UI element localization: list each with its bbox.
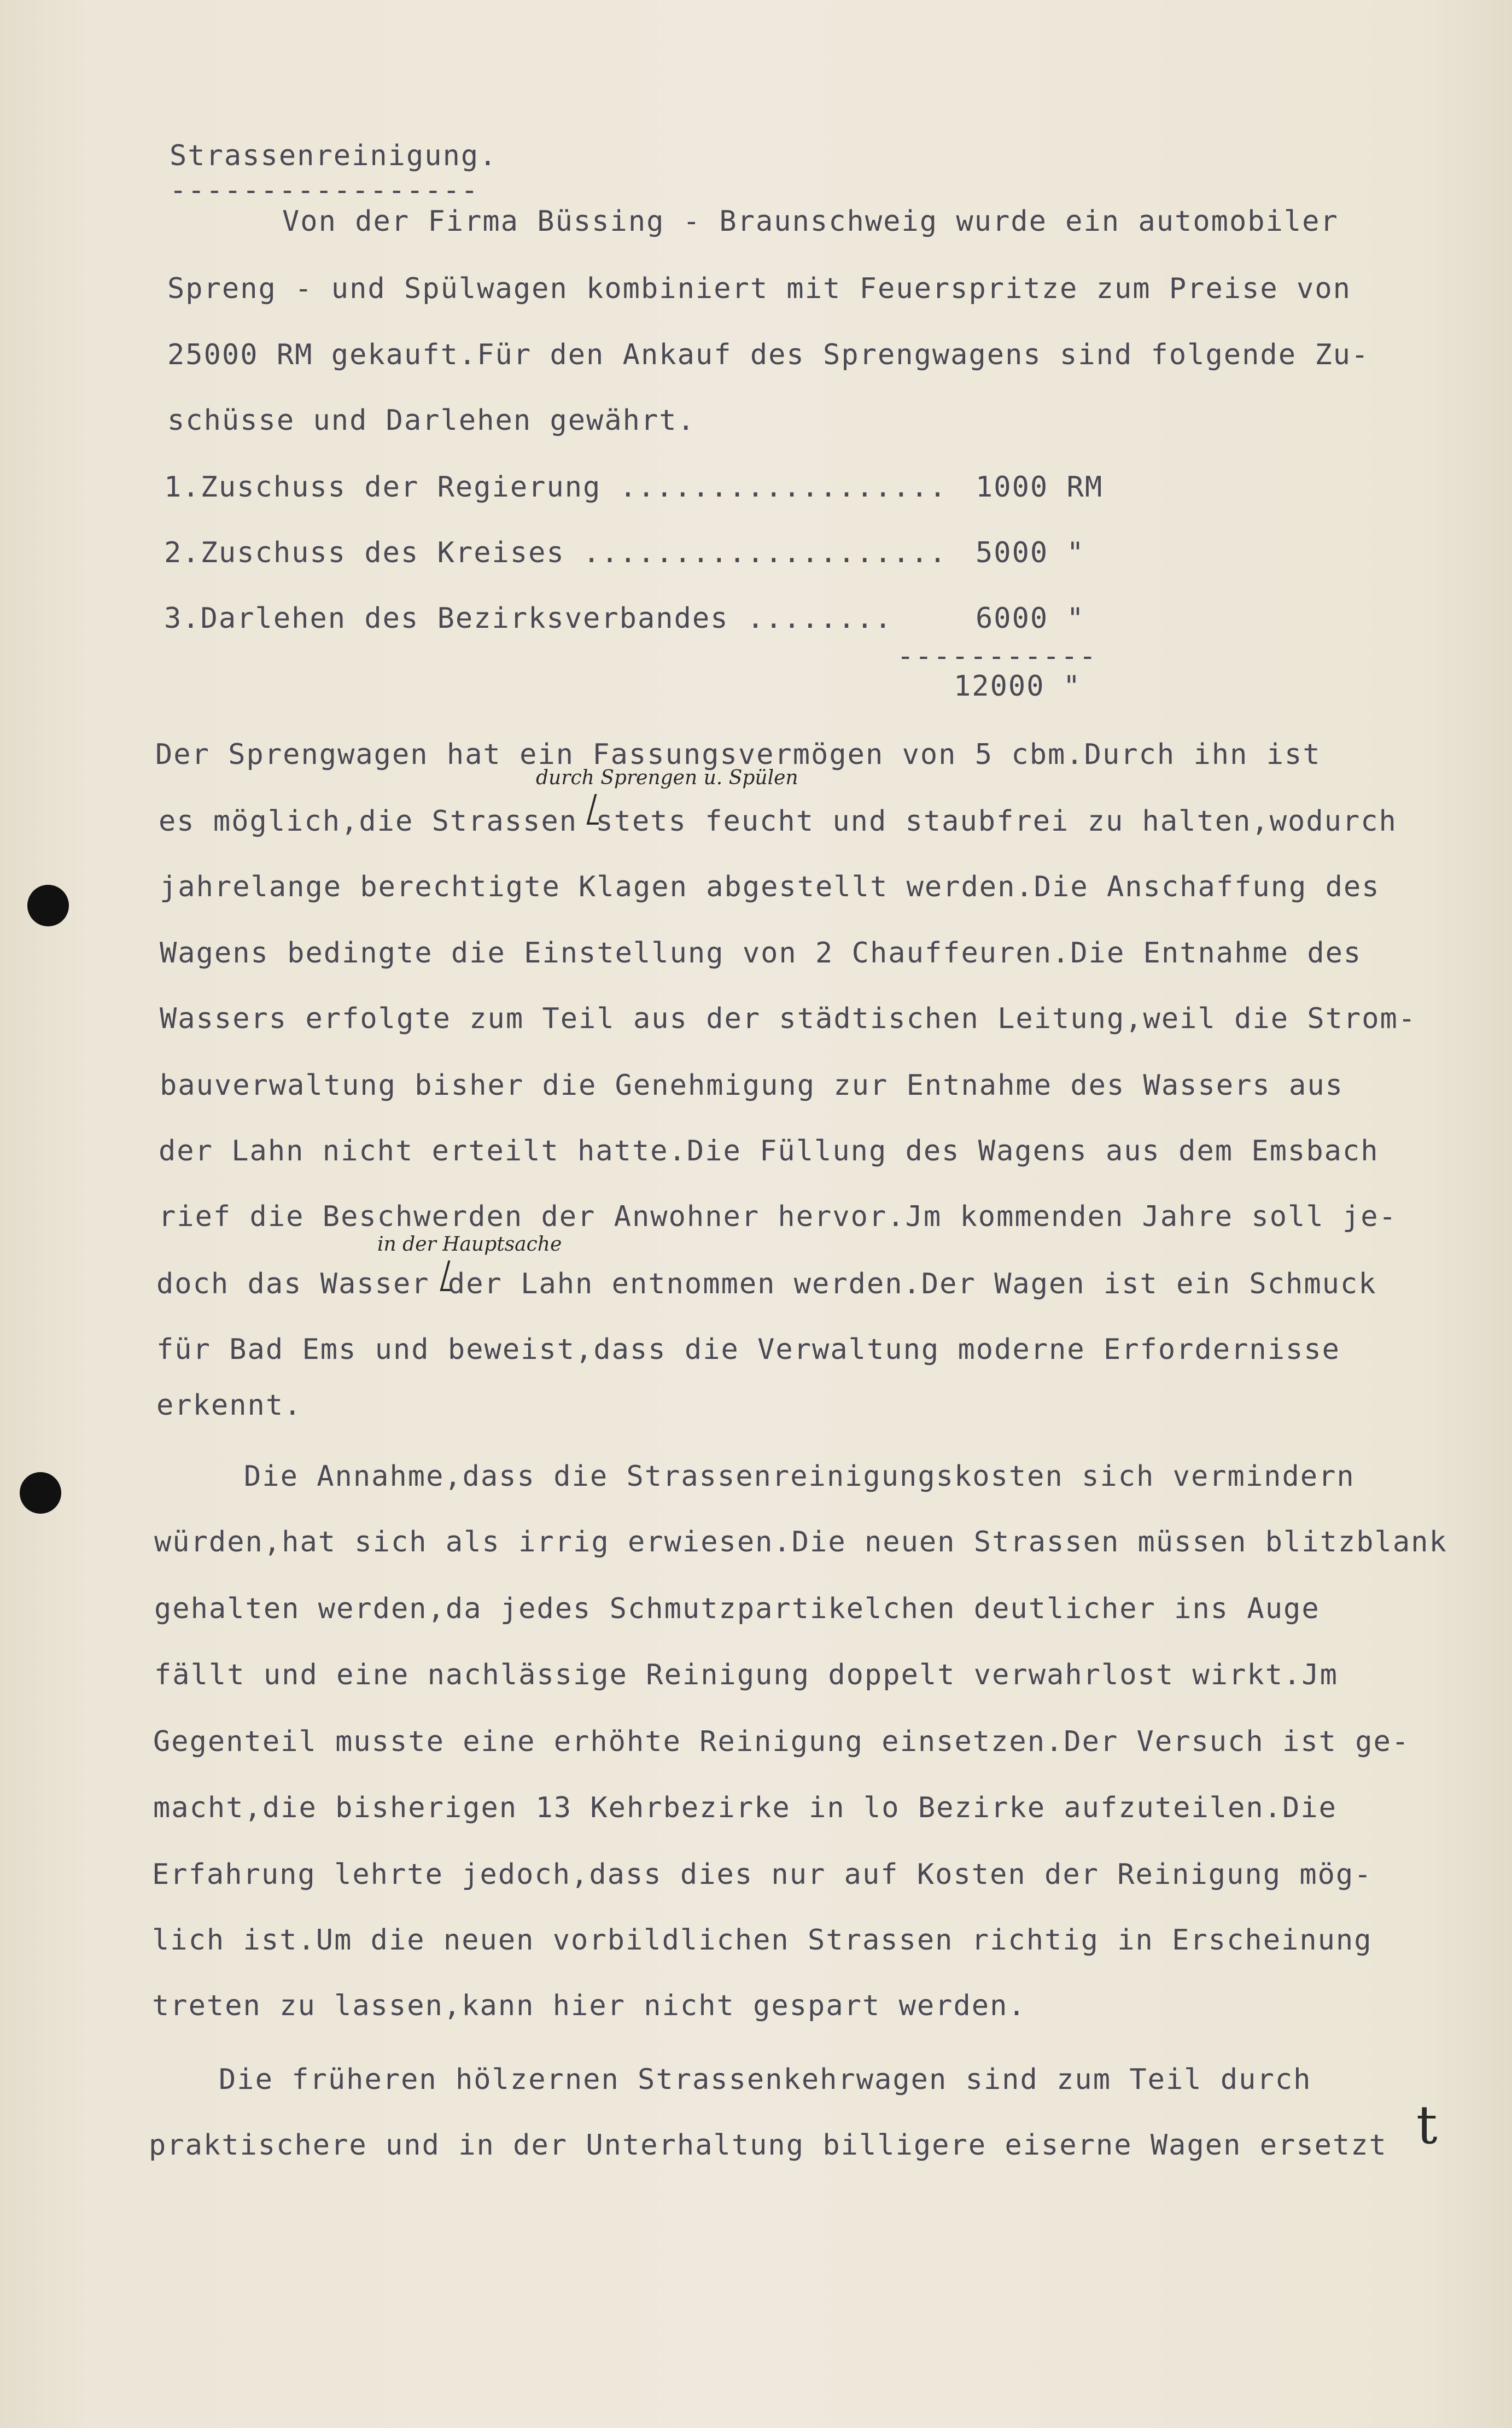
funding-item-amount: 1000 RM <box>976 471 1104 504</box>
para2-line: jahrelange berechtigte Klagen abgestellt werden.Die Anschaffung des <box>160 871 1380 903</box>
funding-item-label: 1.Zuschuss der Regierung .................. <box>164 471 948 504</box>
para2-line: der Lahn nicht erteilt hatte.Die Füllung des Wagens aus dem Emsbach <box>159 1135 1379 1168</box>
para2-line: es möglich,die Strassen stets feucht und staubfrei zu halten,wodurch <box>159 805 1397 838</box>
handwritten-end-mark: t <box>1416 2094 1438 2156</box>
para1-line: 25000 RM gekauft.Für den Ankauf des Sprengwagens sind folgende Zu- <box>167 338 1370 371</box>
punch-hole-top <box>27 885 69 926</box>
para3-line: Die Annahme,dass die Strassenreinigungskosten sich vermindern <box>244 1460 1355 1493</box>
para2-line: für Bad Ems und beweist,dass die Verwaltung moderne Erfordernisse <box>156 1333 1340 1366</box>
para1-line: Von der Firma Büssing - Braunschweig wurde ein automobiler <box>282 205 1339 238</box>
funding-item-label: 2.Zuschuss des Kreises .................... <box>164 536 948 569</box>
punch-hole-bottom <box>20 1472 61 1514</box>
para3-line: macht,die bisherigen 13 Kehrbezirke in lo Bezirke aufzuteilen.Die <box>153 1791 1337 1824</box>
para3-line: lich ist.Um die neuen vorbildlichen Strassen richtig in Erscheinung <box>152 1924 1373 1957</box>
para3-line: fällt und eine nachlässige Reinigung doppelt verwahrlost wirkt.Jm <box>154 1659 1338 1691</box>
para3-line: treten zu lassen,kann hier nicht gespart werden. <box>152 1989 1026 2022</box>
para2-line: Der Sprengwagen hat ein Fassungsvermögen von 5 cbm.Durch ihn ist <box>155 738 1321 771</box>
funding-item-label: 3.Darlehen des Bezirksverbandes ........ <box>164 602 893 635</box>
para4-line: Die früheren hölzernen Strassenkehrwagen sind zum Teil durch <box>219 2063 1312 2096</box>
funding-item-amount: 6000 " <box>976 602 1085 635</box>
para1-line: schüsse und Darlehen gewährt. <box>167 404 696 437</box>
para2-line: Wagens bedingte die Einstellung von 2 Chauffeuren.Die Entnahme des <box>160 937 1362 970</box>
heading-underline: ----------------- <box>170 174 480 207</box>
para3-line: würden,hat sich als irrig erwiesen.Die neuen Strassen müssen blitzblank <box>154 1526 1447 1559</box>
handwritten-insert: durch Sprengen u. Spülen <box>536 767 798 789</box>
para2-line: Wassers erfolgte zum Teil aus der städtischen Leitung,weil die Strom- <box>160 1002 1417 1035</box>
handwritten-insert: in der Hauptsache <box>377 1233 562 1256</box>
funding-item-amount: 5000 " <box>976 536 1085 569</box>
para1-line: Spreng - und Spülwagen kombiniert mit Feuerspritze zum Preise von <box>167 272 1351 305</box>
para2-line: bauverwaltung bisher die Genehmigung zur Entnahme des Wassers aus <box>160 1069 1344 1102</box>
para4-line: praktischere und in der Unterhaltung billigere eiserne Wagen ersetzt <box>149 2129 1387 2162</box>
para2-line: erkennt. <box>156 1389 302 1422</box>
document-heading: Strassenreinigung. <box>170 139 498 172</box>
funding-total: 12000 " <box>954 670 1082 703</box>
para2-line: rief die Beschwerden der Anwohner hervor.Jm kommenden Jahre soll je- <box>159 1200 1397 1233</box>
para3-line: Gegenteil musste eine erhöhte Reinigung einsetzen.Der Versuch ist ge- <box>153 1725 1410 1758</box>
sum-rule: ----------- <box>897 640 1097 673</box>
para2-line: doch das Wasser der Lahn entnommen werden.Der Wagen ist ein Schmuck <box>156 1268 1377 1300</box>
para3-line: Erfahrung lehrte jedoch,dass dies nur auf Kosten der Reinigung mög- <box>152 1858 1373 1891</box>
para3-line: gehalten werden,da jedes Schmutzpartikelchen deutlicher ins Auge <box>154 1592 1320 1625</box>
